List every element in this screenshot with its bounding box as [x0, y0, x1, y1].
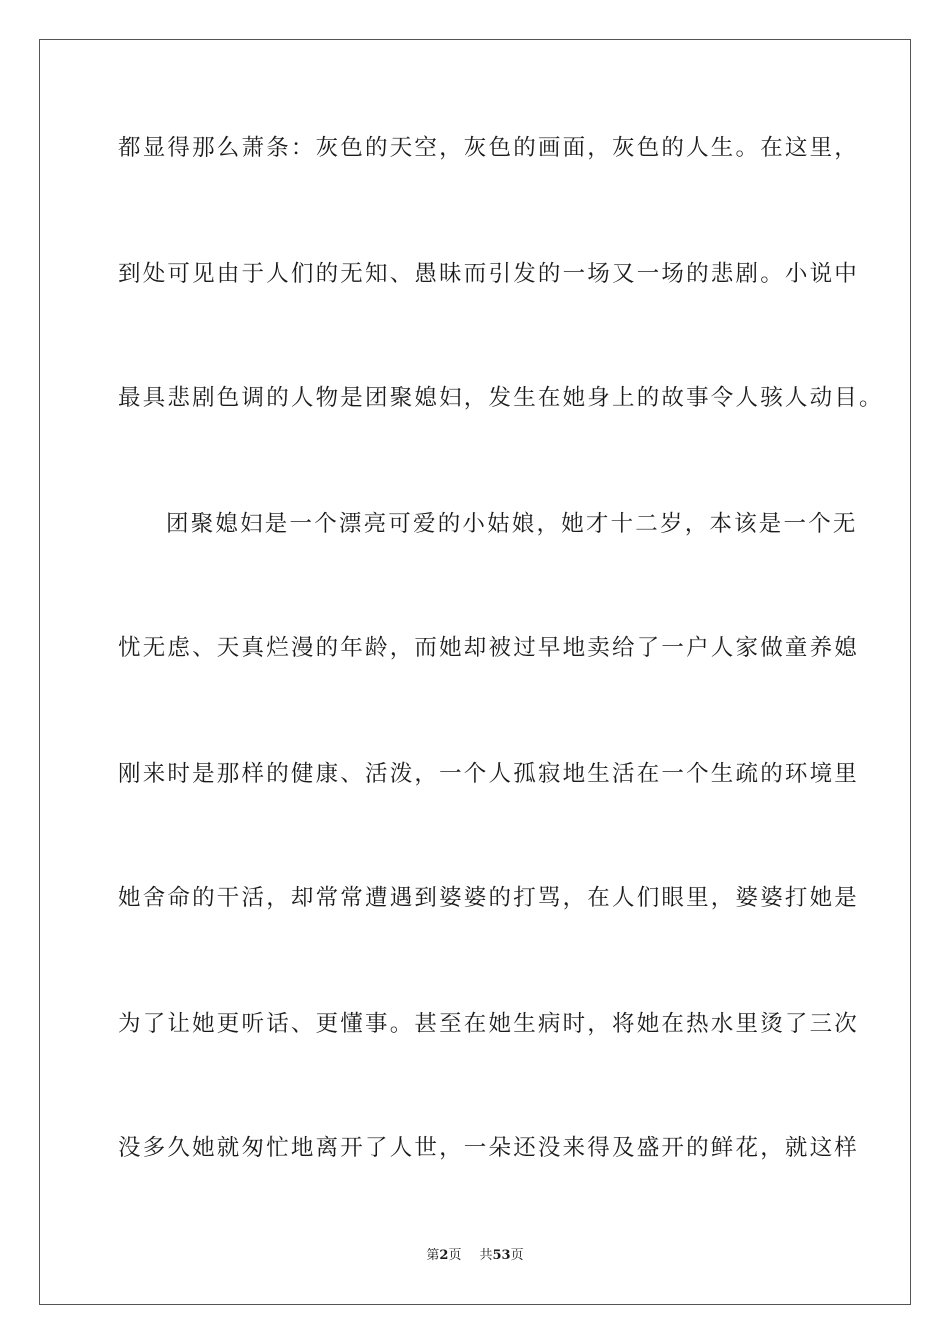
page-suffix: 页 [448, 1248, 462, 1263]
text-line-4-paragraph-start: 团聚媳妇是一个漂亮可爱的小姑娘，她才十二岁，本该是一个无 [166, 511, 858, 537]
total-pages: 53 [492, 1248, 511, 1263]
total-suffix: 页 [510, 1248, 524, 1263]
text-line-5: 忧无虑、天真烂漫的年龄，而她却被过早地卖给了一户人家做童养媳 [118, 635, 860, 661]
page-prefix: 第 [426, 1248, 440, 1263]
page-border [39, 39, 911, 1305]
text-line-6: 刚来时是那样的健康、活泼，一个人孤寂地生活在一个生疏的环境里 [118, 761, 860, 787]
text-line-7: 她舍命的干活，却常常遭遇到婆婆的打骂，在人们眼里，婆婆打她是 [118, 885, 860, 911]
page-number: 2 [439, 1248, 449, 1263]
text-line-9: 没多久她就匆忙地离开了人世，一朵还没来得及盛开的鲜花，就这样 [118, 1135, 860, 1161]
page-footer [0, 1247, 950, 1265]
text-line-3: 最具悲剧色调的人物是团聚媳妇，发生在她身上的故事令人骇人动目。 [118, 385, 884, 411]
text-line-8: 为了让她更听话、更懂事。甚至在她生病时，将她在热水里烫了三次 [118, 1011, 860, 1037]
text-line-2: 到处可见由于人们的无知、愚昧而引发的一场又一场的悲剧。小说中 [118, 261, 860, 287]
text-line-1: 都显得那么萧条：灰色的天空，灰色的画面，灰色的人生。在这里， [118, 135, 860, 161]
total-prefix: 共 [479, 1248, 493, 1263]
